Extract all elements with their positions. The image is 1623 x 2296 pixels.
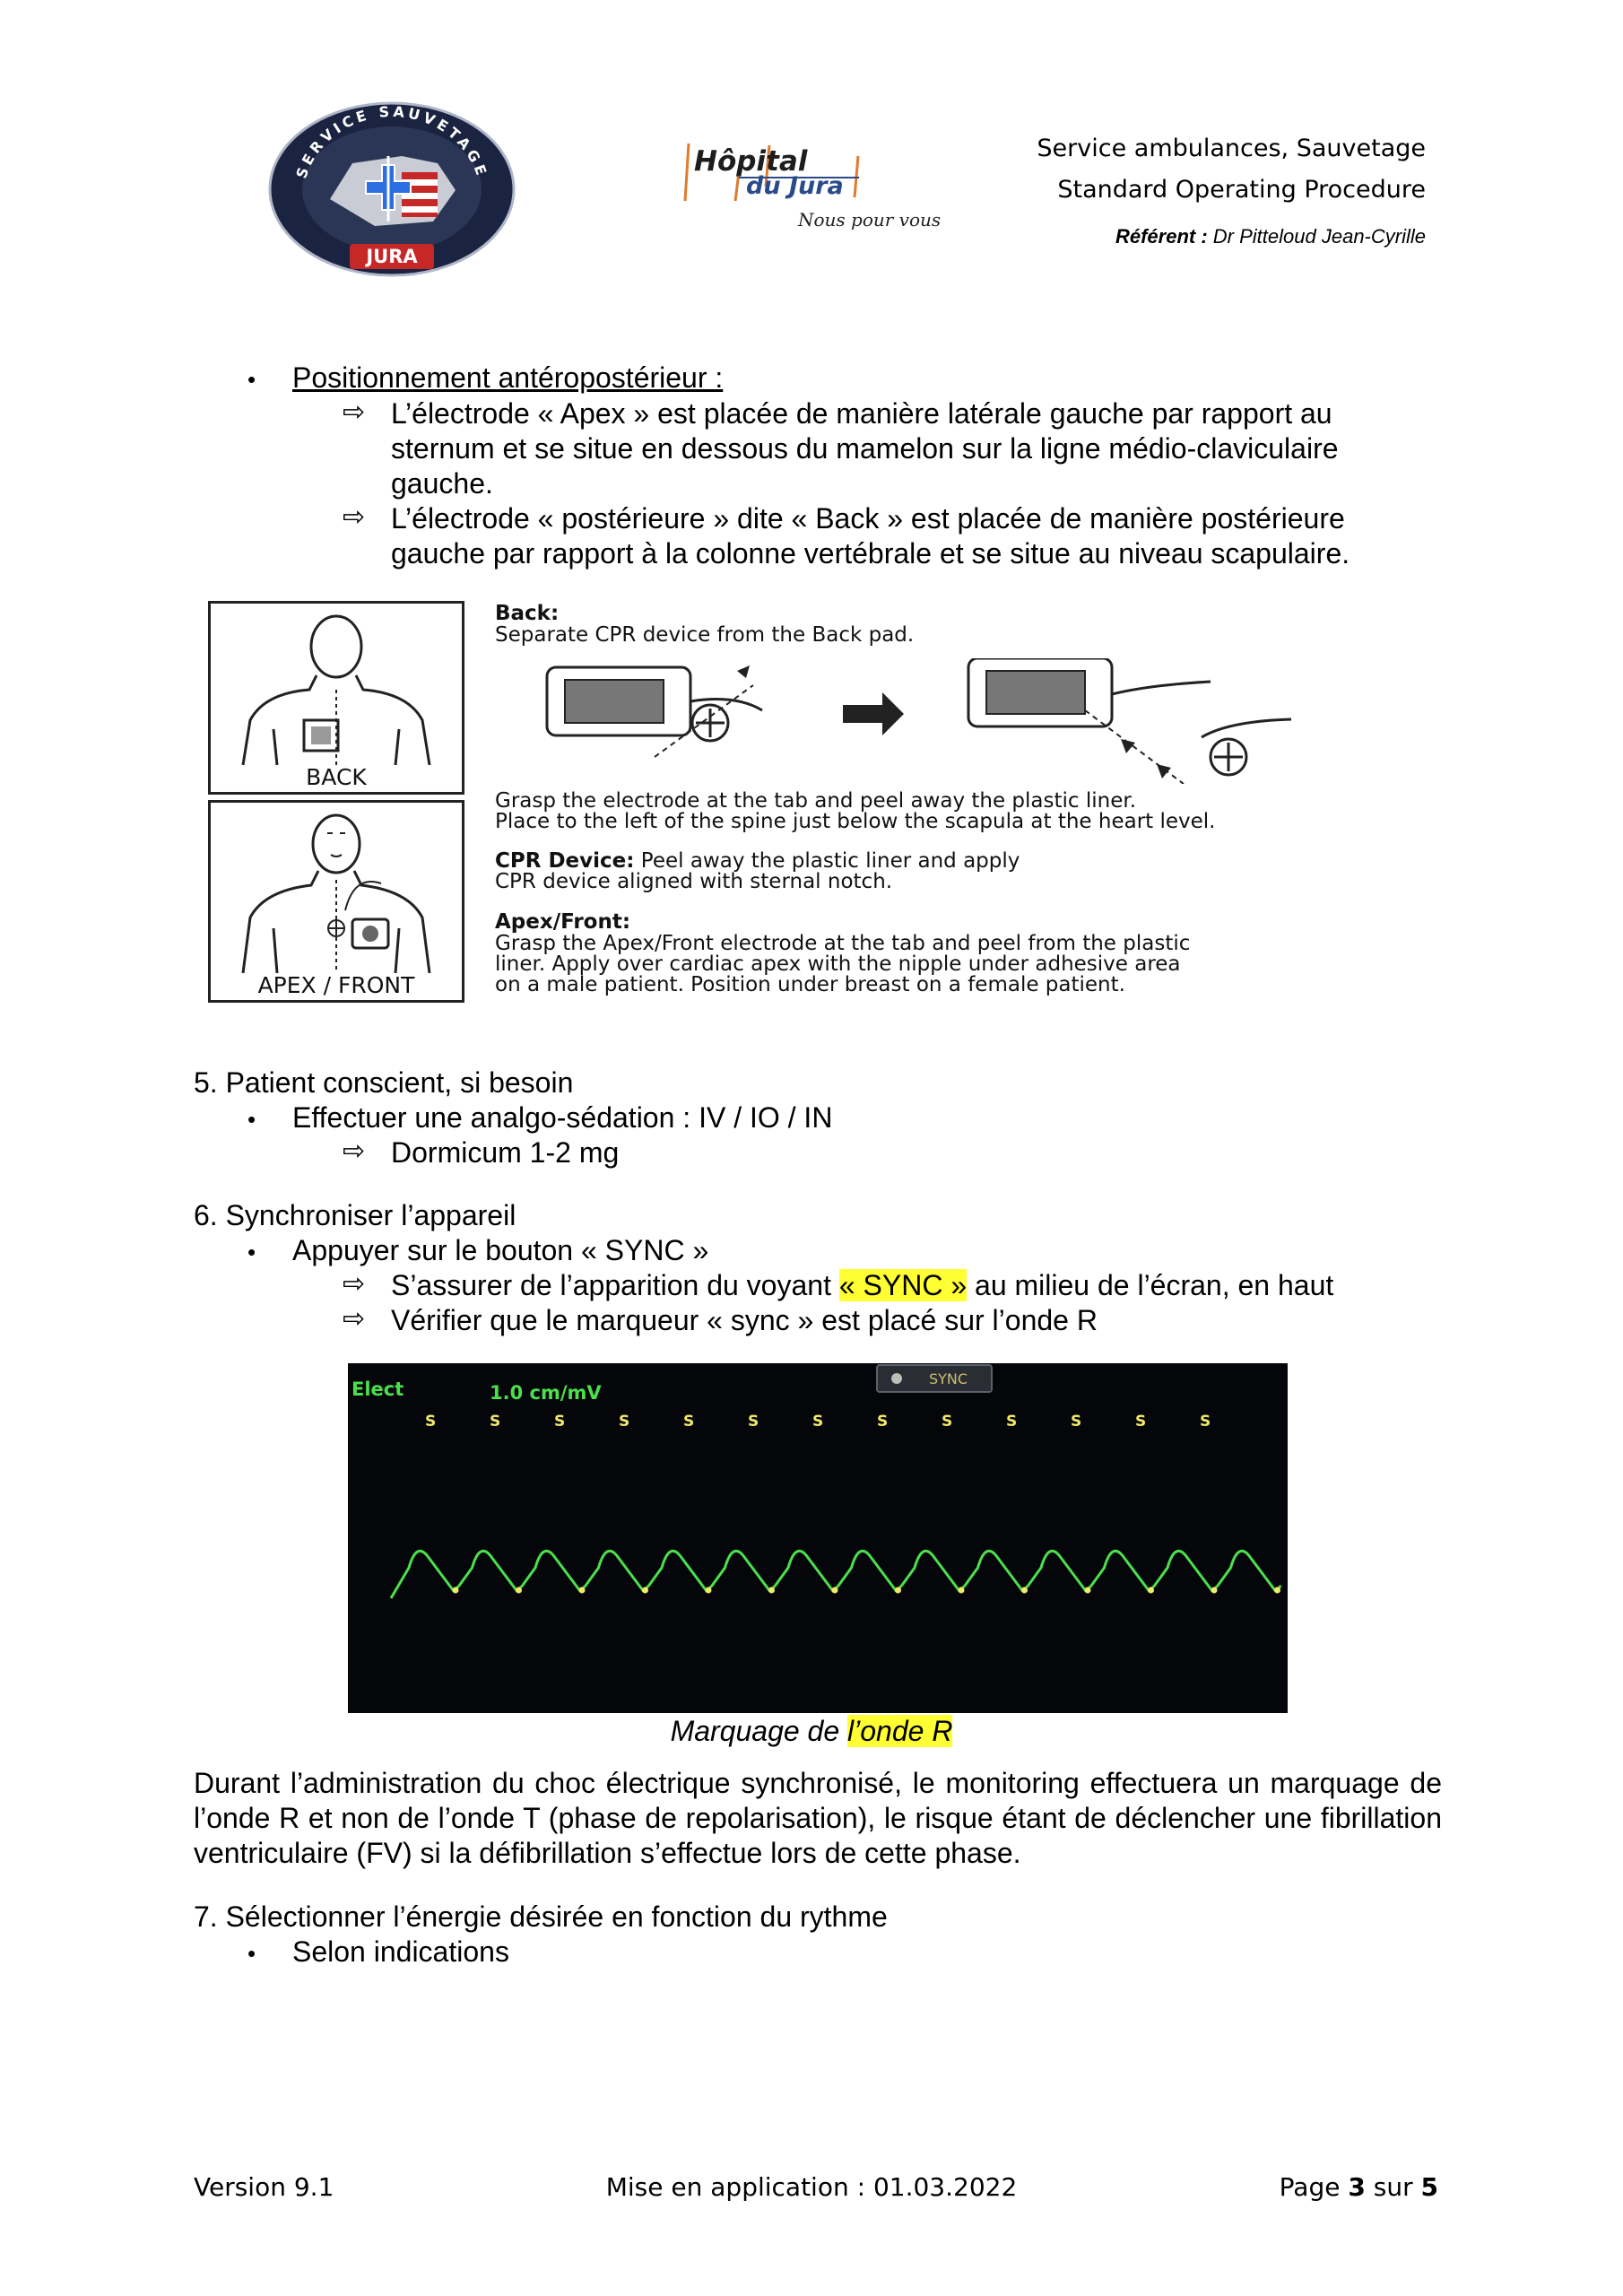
back-label: BACK: [306, 764, 367, 790]
explanation-paragraph: Durant l’administration du choc électrique synchronisé, le monitoring effectuera un marquage de l’onde R et non de l’onde T (phase de repolarisation), le risque étant de déclencher une fibrillation ventriculaire (FV) si la défibrillation s’effectue lors de cette phase.: [194, 1767, 1442, 1869]
sync-marker-5: S: [683, 1413, 695, 1431]
page-current: 3: [1348, 2172, 1366, 2202]
arrow-icon: ⇨: [343, 502, 366, 532]
step6-sub-1: S’assurer de l’apparition du voyant « SYNC » au milieu de l’écran, en haut: [391, 1269, 1334, 1301]
hopital-du-jura-logo: [683, 136, 943, 242]
r-wave-marker-1: [453, 1587, 459, 1594]
arrow-icon: ⇨: [343, 397, 366, 427]
sync-marker-6: S: [748, 1413, 759, 1431]
referent-name: Dr Pitteloud Jean-Cyrille: [1212, 225, 1426, 248]
step6-title: 6. Synchroniser l’appareil: [194, 1199, 516, 1231]
service-sauvetage-logo: [267, 100, 516, 278]
ap-heading: Positionnement antéropostérieur :: [292, 361, 724, 394]
lead-label: Elect: [352, 1378, 404, 1400]
grasp-line-2: Place to the left of the spine just below the scapula at the heart level.: [495, 810, 1216, 833]
logo-bottom-text: JURA: [366, 246, 418, 267]
apex-line-2: liner. Apply over cardiac apex with the nipple under adhesive area: [495, 952, 1181, 976]
back-title: Back:: [495, 602, 560, 625]
apex-line-1: Grasp the Apex/Front electrode at the tab and peel from the plastic: [495, 932, 1191, 955]
front-label: APEX / FRONT: [257, 972, 415, 998]
r-wave-marker-8: [895, 1587, 901, 1594]
r-wave-marker-6: [768, 1587, 775, 1594]
sync-marker-9: S: [942, 1413, 953, 1431]
r-wave-marker-12: [1148, 1587, 1154, 1594]
apex-line-3: on a male patient. Position under breast on a female patient.: [495, 973, 1125, 996]
header-referent: [1115, 225, 1426, 248]
step5-sub: Dormicum 1-2 mg: [391, 1136, 620, 1169]
sync-marker-4: S: [619, 1413, 630, 1431]
r-wave-marker-14: [1274, 1587, 1280, 1594]
logo-tagline: Nous pour vous !: [798, 209, 943, 230]
back-peel-steps-illustration: [502, 658, 1399, 784]
r-wave-marker-7: [832, 1587, 838, 1594]
back-diagram: [208, 601, 464, 795]
header-line-1: Service ambulances, Sauvetage: [1037, 135, 1426, 162]
bullet-dot: •: [247, 1239, 256, 1265]
bullet-dot: •: [247, 1106, 256, 1133]
sync-marker-1: S: [425, 1413, 437, 1431]
footer-page: Page 3 sur 5: [1279, 2172, 1438, 2202]
r-wave-marker-9: [959, 1587, 965, 1594]
monitor-screen: [348, 1363, 1288, 1713]
cpr-line-2: CPR device aligned with sternal notch.: [495, 870, 893, 893]
ap-item-2-line-1: L’électrode « postérieure » dite « Back » est placée de manière postérieure: [391, 502, 1345, 535]
arrow-icon: ⇨: [343, 1304, 366, 1334]
sync-marker-3: S: [554, 1413, 566, 1431]
apex-title: Apex/Front:: [495, 910, 631, 934]
bullet-dot: •: [247, 1940, 256, 1967]
page-total: 5: [1420, 2172, 1438, 2202]
footer-version: Version 9.1: [194, 2172, 334, 2202]
step5-bullet: Effectuer une analgo-sédation : IV / IO / IN: [292, 1101, 833, 1134]
r-wave-marker-13: [1211, 1587, 1218, 1594]
sync-indicator-icon: [891, 1373, 902, 1384]
grasp-line-1: Grasp the electrode at the tab and peel away the plastic liner.: [495, 789, 1137, 813]
sync-marker-13: S: [1200, 1413, 1211, 1431]
caption-highlight: l’onde R: [847, 1715, 953, 1747]
header-line-2: Standard Operating Procedure: [1057, 176, 1426, 204]
ap-item-2-line-2: gauche par rapport à la colonne vertébrale et se situe au niveau scapulaire.: [391, 537, 1350, 570]
r-wave-marker-3: [579, 1587, 586, 1594]
sync-marker-10: S: [1006, 1413, 1018, 1431]
figure-caption: Marquage de l’onde R: [670, 1715, 953, 1747]
ap-item-1-line-3: gauche.: [391, 467, 493, 500]
back-text: Separate CPR device from the Back pad.: [495, 623, 915, 647]
sync-marker-7: S: [812, 1413, 824, 1431]
ap-item-1-line-2: sternum et se situe en dessous du mamelon sur la ligne médio-claviculaire: [391, 432, 1339, 465]
step6-bullet: Appuyer sur le bouton « SYNC »: [292, 1234, 709, 1266]
sync-marker-2: S: [490, 1413, 501, 1431]
r-wave-marker-10: [1021, 1587, 1028, 1594]
step5-title: 5. Patient conscient, si besoin: [194, 1066, 574, 1099]
logo-hopital-text: Hôpital: [694, 145, 808, 178]
step7-title: 7. Sélectionner l’énergie désirée en fonction du rythme: [194, 1900, 888, 1933]
footer-date: Mise en application : 01.03.2022: [605, 2172, 1018, 2202]
sync-label: SYNC: [929, 1370, 968, 1387]
logo-top-text: SERVICE SAUVETAGE: [292, 102, 491, 181]
sync-highlight: « SYNC »: [838, 1269, 968, 1301]
scale-label: 1.0 cm/mV: [490, 1382, 602, 1404]
r-wave-marker-2: [516, 1587, 522, 1594]
ap-item-1-line-1: L’électrode « Apex » est placée de manière latérale gauche par rapport au: [391, 397, 1332, 430]
cpr-line-1: CPR Device: Peel away the plastic liner and apply: [495, 849, 1020, 873]
step6-sub-2: Vérifier que le marqueur « sync » est placé sur l’onde R: [391, 1304, 1098, 1336]
referent-label: Référent :: [1115, 225, 1208, 248]
bullet-dot: •: [247, 366, 256, 393]
r-wave-marker-11: [1085, 1587, 1091, 1594]
r-wave-marker-5: [706, 1587, 712, 1594]
front-diagram: [208, 800, 464, 1003]
sync-marker-8: S: [877, 1413, 889, 1431]
step7-bullet: Selon indications: [292, 1935, 509, 1968]
pad-placement-figure: [206, 599, 1430, 1004]
r-wave-marker-4: [642, 1587, 648, 1594]
arrow-icon: ⇨: [343, 1269, 366, 1299]
logo-jura-text: du Jura: [746, 172, 844, 200]
sync-marker-11: S: [1071, 1413, 1082, 1431]
sync-marker-12: S: [1135, 1413, 1147, 1431]
arrow-icon: ⇨: [343, 1136, 366, 1166]
